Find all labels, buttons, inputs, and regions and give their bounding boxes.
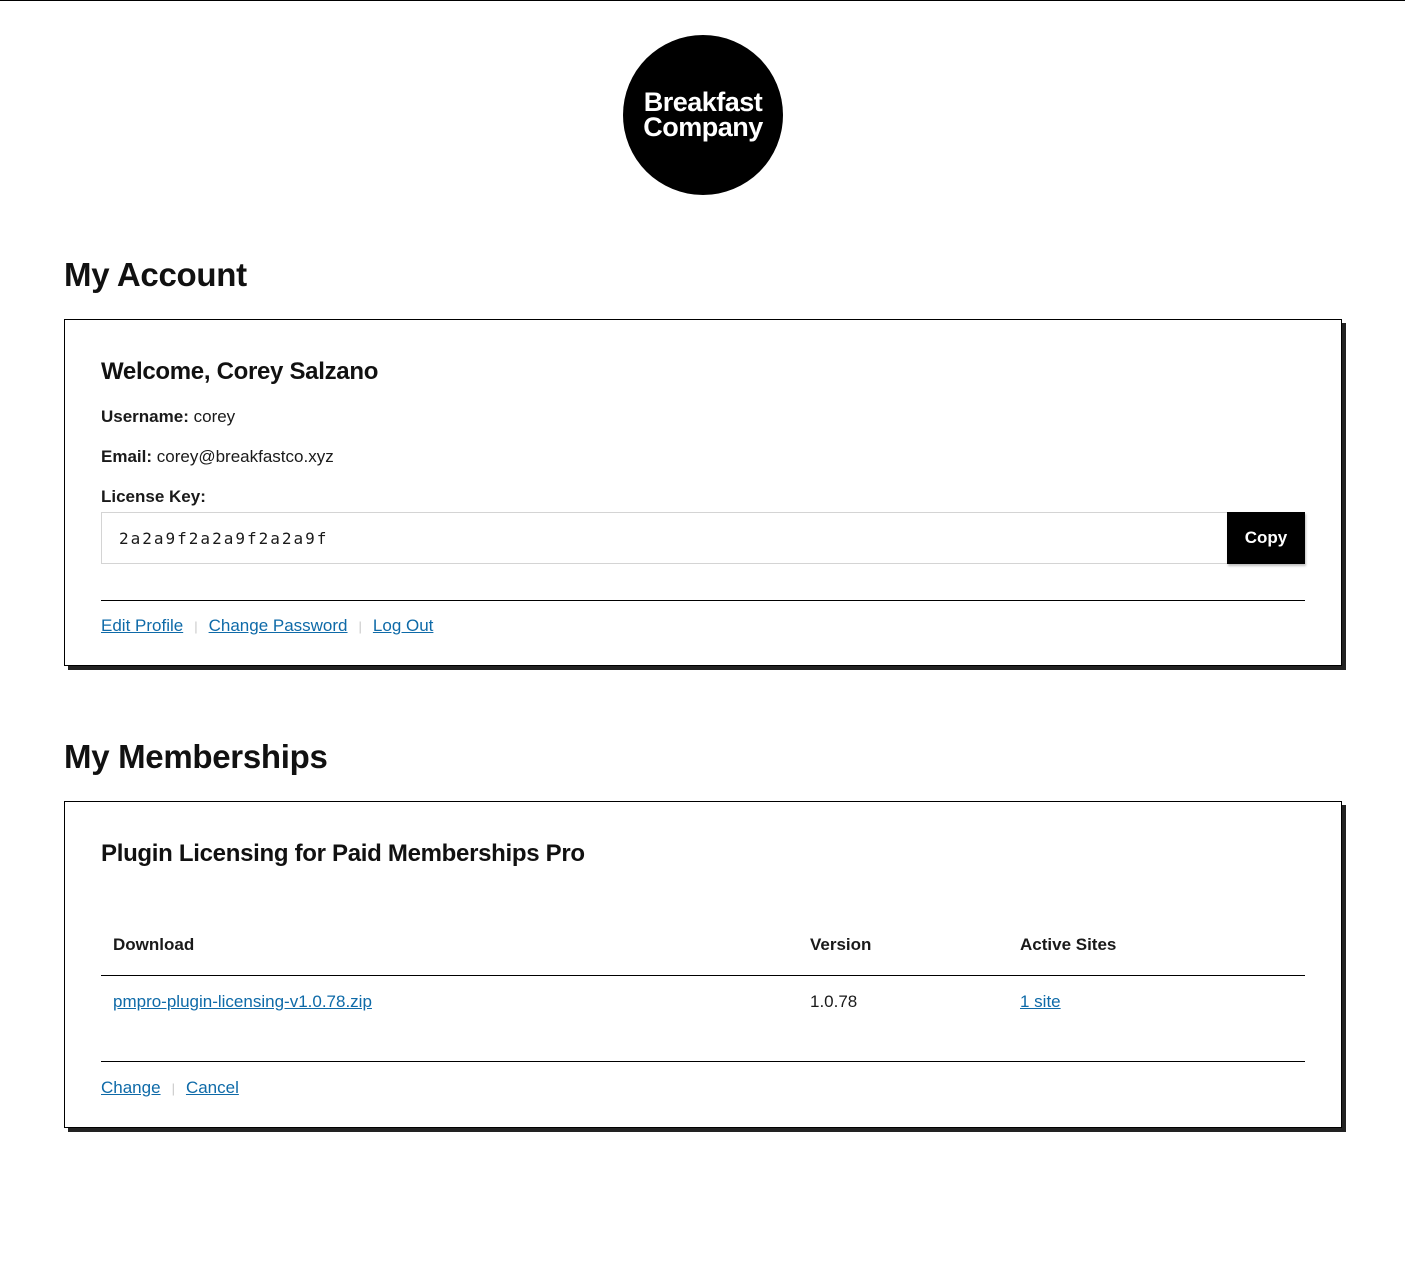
active-sites-column-header: Active Sites bbox=[1008, 915, 1305, 976]
license-key-row bbox=[101, 512, 1305, 564]
change-password-link[interactable]: Change Password bbox=[208, 616, 348, 635]
welcome-title: Welcome, Corey Salzano bbox=[101, 358, 379, 385]
membership-card bbox=[64, 801, 1342, 1128]
link-separator: | bbox=[171, 1080, 175, 1096]
cancel-link[interactable]: Cancel bbox=[185, 1078, 239, 1097]
membership-title: Plugin Licensing for Paid Memberships Pro bbox=[101, 840, 585, 867]
version-column-header: Version bbox=[798, 915, 1008, 976]
change-link[interactable]: Change bbox=[101, 1078, 161, 1097]
logo-line-2: Company bbox=[643, 112, 763, 142]
my-memberships-heading: My Memberships bbox=[64, 738, 328, 775]
plugin-download-link[interactable]: pmpro-plugin-licensing-v1.0.78.zip bbox=[113, 992, 372, 1011]
account-card bbox=[64, 319, 1342, 666]
copy-button[interactable]: Copy bbox=[1227, 512, 1305, 564]
table-header-row bbox=[101, 915, 1305, 976]
link-separator: | bbox=[358, 618, 362, 634]
account-action-links bbox=[101, 616, 433, 636]
link-separator: | bbox=[194, 618, 198, 634]
active-sites-cell bbox=[1008, 976, 1305, 1029]
breakfast-company-logo bbox=[623, 35, 783, 195]
edit-profile-link[interactable]: Edit Profile bbox=[101, 616, 184, 635]
membership-action-links bbox=[101, 1078, 239, 1098]
logo-line-1: Breakfast bbox=[643, 87, 763, 117]
username-value: corey bbox=[193, 407, 236, 426]
account-divider bbox=[101, 600, 1305, 601]
email-value: corey@breakfastco.xyz bbox=[156, 447, 334, 466]
downloads-table bbox=[101, 915, 1305, 1028]
membership-divider bbox=[101, 1061, 1305, 1062]
active-sites-link[interactable]: 1 site bbox=[1020, 992, 1061, 1011]
username-field bbox=[101, 407, 235, 427]
version-cell: 1.0.78 bbox=[810, 992, 858, 1011]
log-out-link[interactable]: Log Out bbox=[372, 616, 434, 635]
license-key-input[interactable] bbox=[101, 512, 1227, 564]
username-label: Username: bbox=[101, 407, 189, 426]
my-account-heading: My Account bbox=[64, 256, 247, 293]
table-row bbox=[101, 976, 1305, 1029]
download-column-header: Download bbox=[101, 915, 798, 976]
email-field bbox=[101, 447, 334, 467]
email-label: Email: bbox=[101, 447, 153, 466]
license-key-label: License Key: bbox=[101, 487, 206, 506]
download-cell bbox=[101, 976, 798, 1029]
